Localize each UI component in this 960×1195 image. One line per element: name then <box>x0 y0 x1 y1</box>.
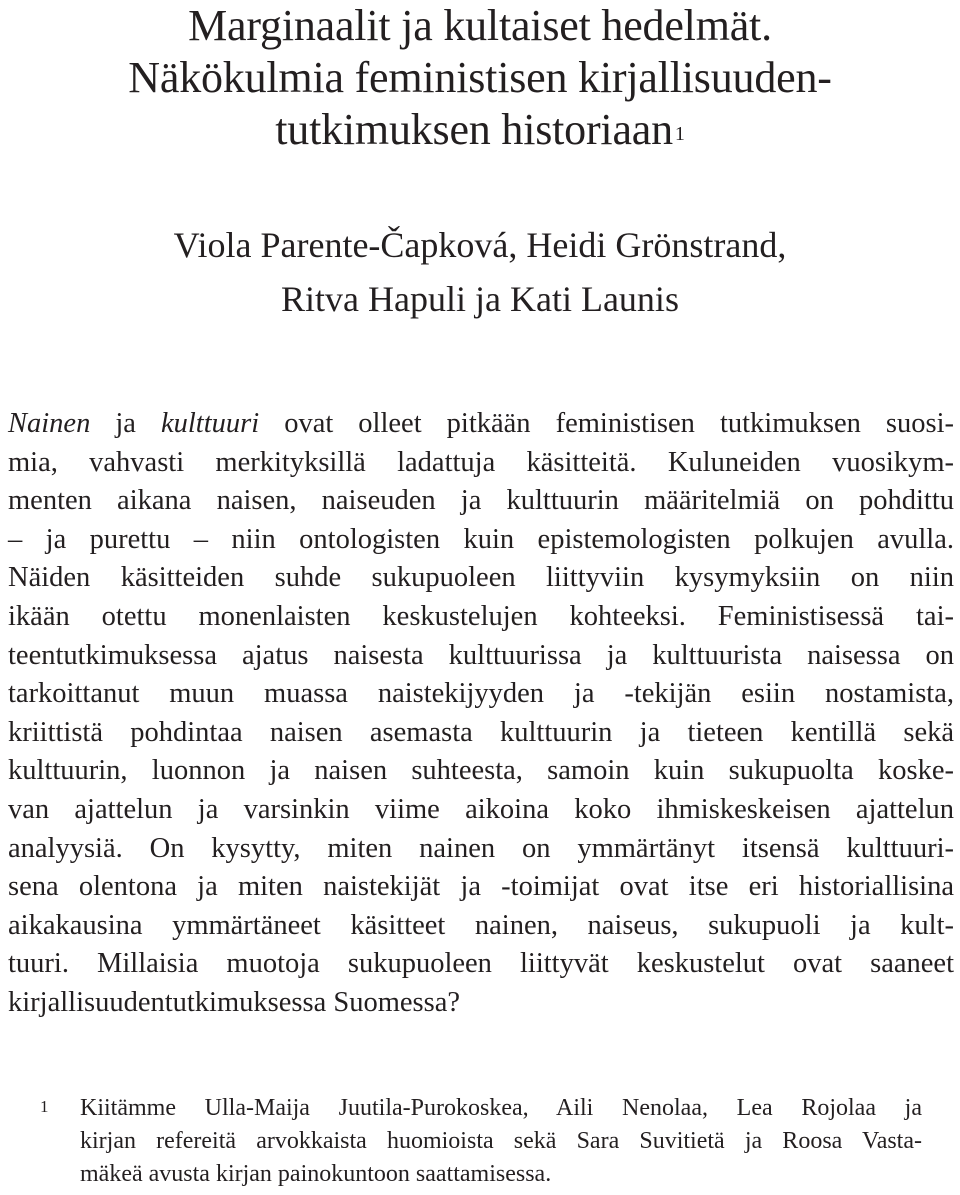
footnote-line: kirjan refereitä arvokkaista huomioista sekä Sara Suvitietä ja Roosa Vasta- <box>80 1128 922 1154</box>
body-line: sena olentona ja miten naistekijät ja -toimijat ovat itse eri historiallisina <box>8 871 954 903</box>
term-connector: ja <box>90 408 161 439</box>
body-line: kulttuurin, luonnon ja naisen suhteesta, samoin kuin sukupuolta koske- <box>8 755 954 787</box>
first-line-rest: ovat olleet pitkään feministisen tutkimuksen suosi- <box>259 408 954 439</box>
body-line: tuuri. Millaisia muotoja sukupuoleen liittyvät keskustelut ovat saaneet <box>8 948 954 980</box>
body-line: ikään otettu monenlaisten keskustelujen kohteeksi. Feministisessä tai- <box>8 600 954 632</box>
body-line: analyysiä. On kysytty, miten nainen on ymmärtänyt itsensä kulttuuri- <box>8 832 954 864</box>
title-line-1: Marginaalit ja kultaiset hedelmät. <box>188 1 772 50</box>
title-line-3-text: tutkimuksen historiaan <box>275 105 673 154</box>
term-kulttuuri: kulttuuri <box>160 408 260 439</box>
footnote-line: mäkeä avusta kirjan painokuntoon saattamisessa. <box>80 1161 552 1187</box>
body-line: mia, vahvasti merkityksillä ladattuja käsitteitä. Kuluneiden vuosikym- <box>8 446 954 478</box>
term-nainen: Nainen <box>8 408 91 439</box>
body-paragraph <box>8 405 954 1023</box>
author-line-1: Viola Parente-Čapková, Heidi Grönstrand, <box>173 225 787 265</box>
body-line: aikakausina ymmärtäneet käsitteet nainen, naiseus, sukupuoli ja kult- <box>8 909 954 941</box>
title-line-3 <box>0 104 960 156</box>
footnote-line: Kiitämme Ulla-Maija Juutila-Purokoskea, Aili Nenolaa, Lea Rojolaa ja <box>80 1095 922 1121</box>
article-title <box>0 0 960 156</box>
author-list <box>0 218 960 326</box>
body-line: teentutkimuksessa ajatus naisesta kulttuurissa ja kulttuurista naisessa on <box>8 639 954 671</box>
title-line-2: Näkökulmia feministisen kirjallisuuden- <box>128 53 832 102</box>
body-line: kriittistä pohdintaa naisen asemasta kulttuurin ja tieteen kentillä sekä <box>8 716 954 748</box>
author-line-2: Ritva Hapuli ja Kati Launis <box>281 279 679 319</box>
body-line: kirjallisuudentutkimuksessa Suomessa? <box>8 986 460 1018</box>
body-line: Näiden käsitteiden suhde sukupuoleen liittyviin kysymyksiin on niin <box>8 562 954 594</box>
body-line: van ajattelun ja varsinkin viime aikoina koko ihmiskeskeisen ajattelun <box>8 793 954 825</box>
body-line: – ja purettu – niin ontologisten kuin epistemologisten polkujen avulla. <box>8 523 954 555</box>
body-line <box>8 405 954 444</box>
footnote-marker: 1 <box>40 1097 49 1116</box>
body-line: menten aikana naisen, naiseuden ja kulttuurin määritelmiä on pohdittu <box>8 485 954 517</box>
title-footnote-marker: 1 <box>674 123 685 145</box>
footnote-text <box>80 1092 922 1191</box>
body-line: tarkoittanut muun muassa naistekijyyden ja -tekijän esiin nostamista, <box>8 678 954 710</box>
